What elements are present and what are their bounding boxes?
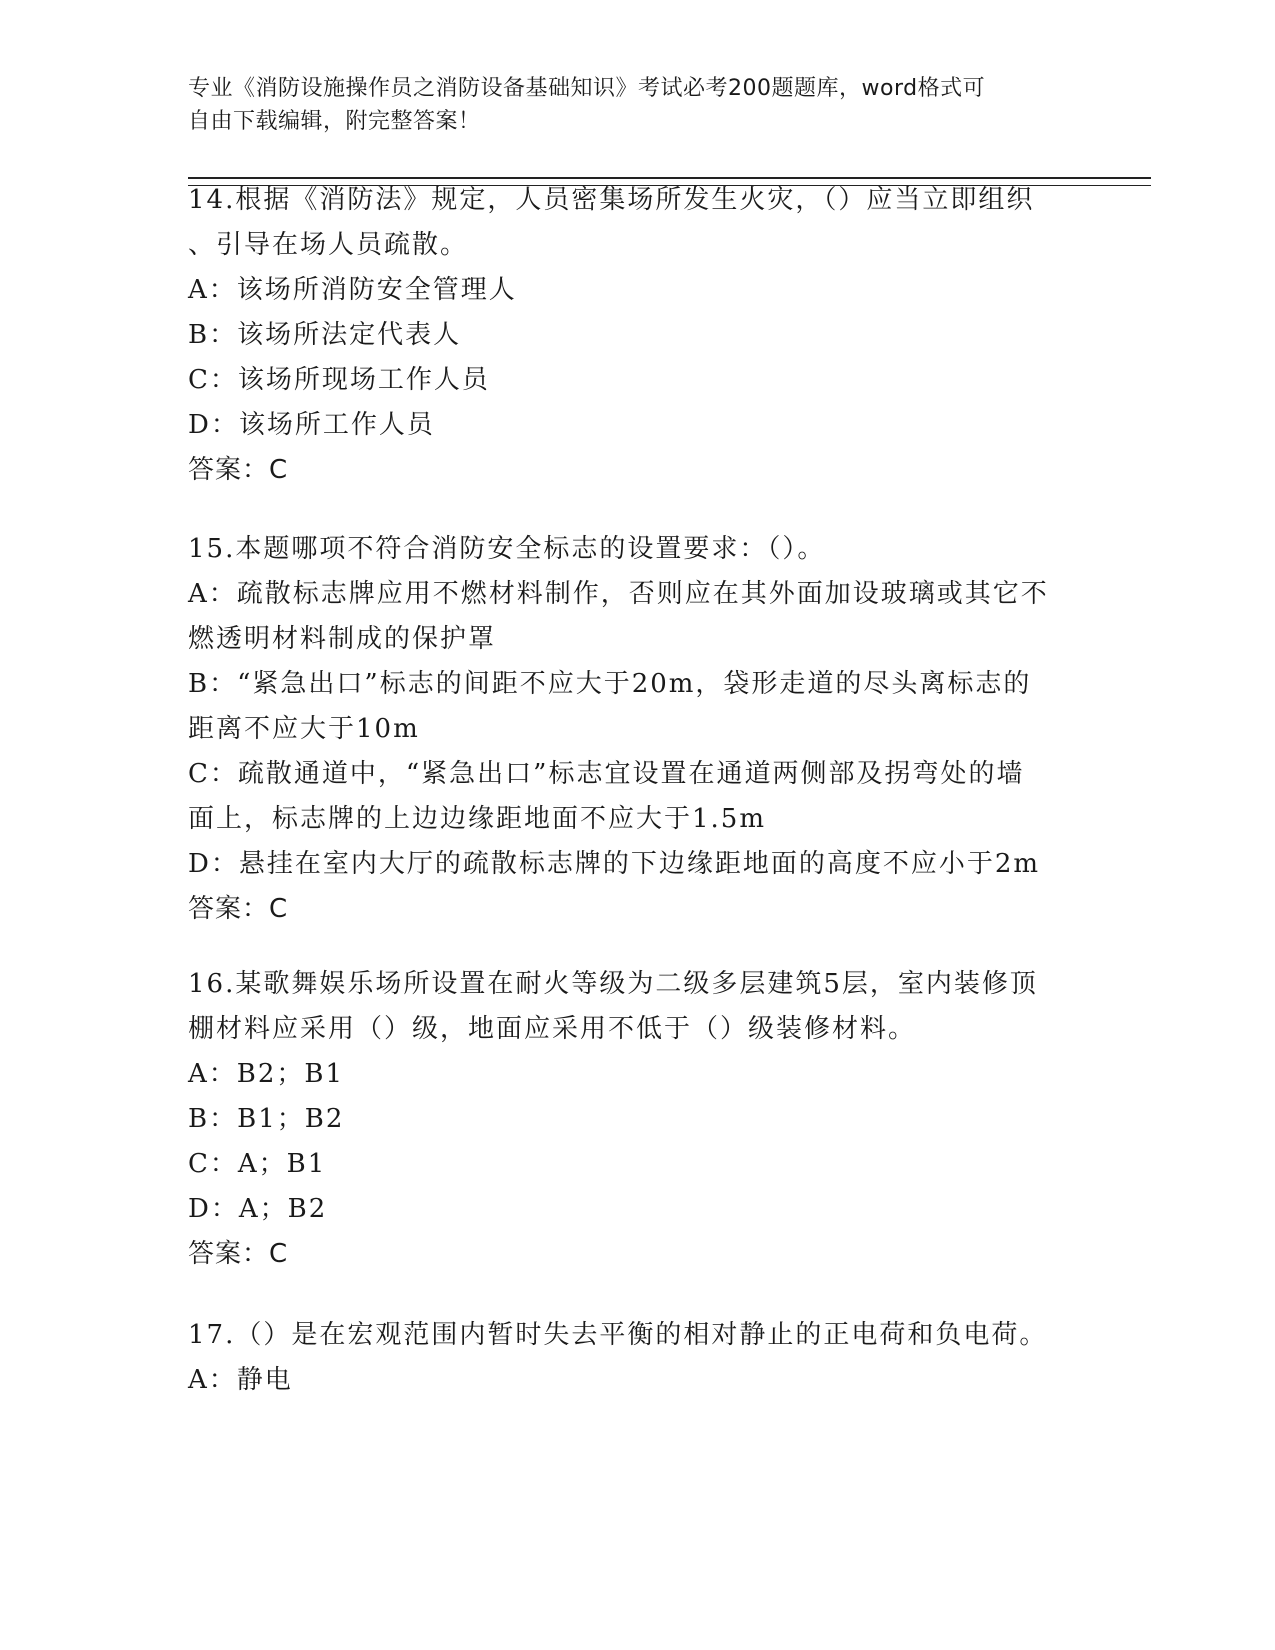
option-c: C：A；B1 — [188, 1149, 327, 1179]
option-a: A：疏散标志牌应用不燃材料制作，否则应在其外面加设玻璃或其它不 — [188, 579, 1049, 609]
header-line-2: 自由下载编辑，附完整答案！ — [188, 109, 481, 134]
option-b: B：B1；B2 — [188, 1104, 345, 1134]
answer-label: 答案：C — [188, 1239, 289, 1269]
option-d: D：悬挂在室内大厅的疏散标志牌的下边缘距地面的高度不应小于2m — [188, 849, 1041, 879]
header-line-1: 专业《消防设施操作员之消防设备基础知识》考试必考200题题库，word格式可 — [188, 76, 986, 101]
option-d: D：该场所工作人员 — [188, 410, 435, 440]
answer-label: 答案：C — [188, 894, 289, 924]
option-c: C：该场所现场工作人员 — [188, 365, 490, 395]
option-a-continued: 燃透明材料制成的保护罩 — [188, 624, 497, 654]
question-stem-line: 15.本题哪项不符合消防安全标志的设置要求：（）。 — [188, 534, 826, 564]
option-a: A：静电 — [188, 1365, 293, 1395]
question-14 — [188, 178, 1088, 493]
question-17 — [188, 1313, 1088, 1403]
question-stem-line: 棚材料应采用（）级，地面应采用不低于（）级装修材料。 — [188, 1014, 917, 1044]
option-c-continued: 面上，标志牌的上边边缘距地面不应大于1.5m — [188, 804, 767, 834]
answer-label: 答案：C — [188, 455, 289, 485]
option-d: D：A；B2 — [188, 1194, 328, 1224]
option-a: A：B2；B1 — [188, 1059, 345, 1089]
question-stem-line: 16.某歌舞娱乐场所设置在耐火等级为二级多层建筑5层，室内装修顶 — [188, 969, 1038, 999]
option-c: C：疏散通道中，“紧急出口”标志宜设置在通道两侧部及拐弯处的墙 — [188, 759, 1025, 789]
question-15 — [188, 527, 1088, 932]
question-16 — [188, 962, 1088, 1277]
question-stem-line: 17.（）是在宏观范围内暂时失去平衡的相对静止的正电荷和负电荷。 — [188, 1320, 1048, 1350]
option-b-continued: 距离不应大于10m — [188, 714, 420, 744]
document-header — [188, 72, 1068, 138]
question-stem-line: 14.根据《消防法》规定，人员密集场所发生火灾，（）应当立即组织 — [188, 185, 1035, 215]
option-b: B：该场所法定代表人 — [188, 320, 462, 350]
option-b: B：“紧急出口”标志的间距不应大于20m，袋形走道的尽头离标志的 — [188, 669, 1032, 699]
question-stem-line: 、引导在场人员疏散。 — [188, 230, 469, 260]
option-a: A：该场所消防安全管理人 — [188, 275, 517, 305]
